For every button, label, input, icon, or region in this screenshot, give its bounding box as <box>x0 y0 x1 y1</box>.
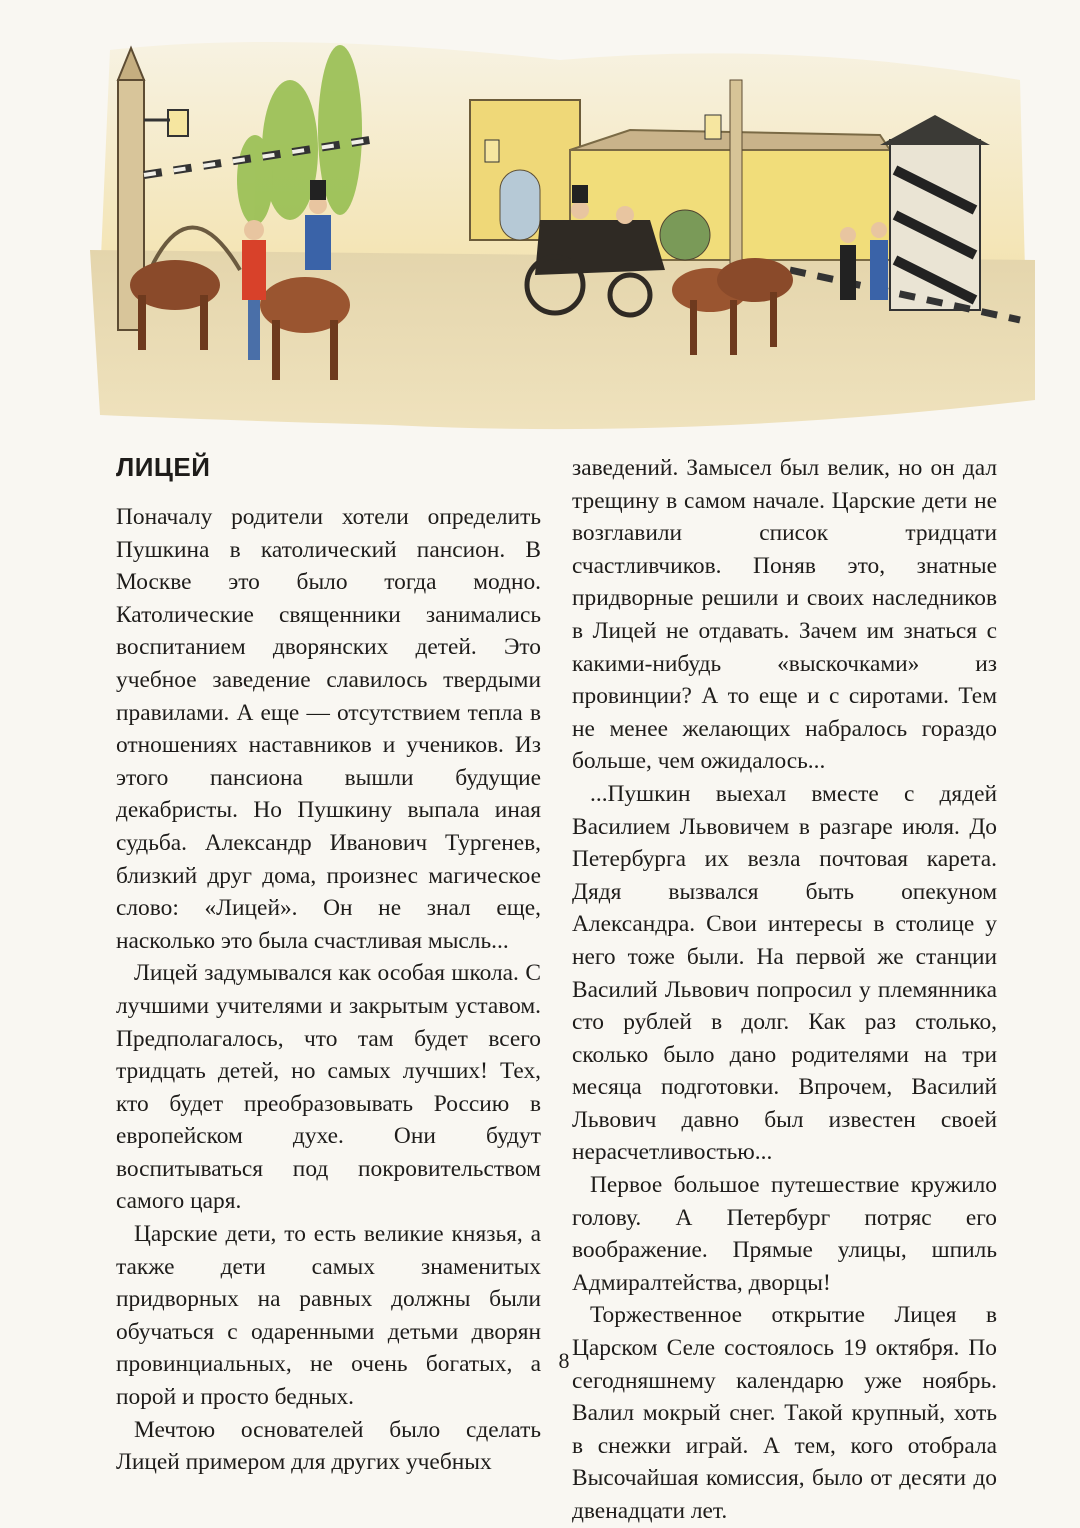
article-title: ЛИЦЕЙ <box>116 452 211 482</box>
page-number: 8 <box>558 1348 570 1373</box>
left-column <box>116 452 541 1479</box>
paragraph: Лицей задумывался как особая школа. С лучшими учителями и закрытым уставом. Предполагалось, что там будет всего тридцать детей, но самых лучших! Тех, кто будет преобразовывать Россию в европейском духе. Они будут воспитываться под покровительством самого царя. <box>116 960 541 1215</box>
paragraph: Торжественное открытие Лицея в Царском Селе состоялось 19 октября. По сегодняшнему календарю уже ноябрь. Валил мокрый снег. Такой крупный, хоть в снежки играй. А тем, кого отобрала Высочайшая комиссия, было от десяти до двенадцати лет. <box>572 1302 997 1524</box>
paragraph: Мечтою основателей было сделать Лицей примером для других учебных <box>116 1416 541 1476</box>
paragraph: Царские дети, то есть великие князья, а также дети самых знаменитых придворных на равных должны были обучаться с одаренными детьми дворян провинциальных, не очень богатых, а порой и просто бедных. <box>116 1221 541 1411</box>
paragraph: заведений. Замысел был велик, но он дал трещину в самом начале. Царские дети не возглавили список тридцати счастливчиков. Поняв это, знатные придворные решили и своих наследников в Лицей не отдавать. Зачем им знаться с какими-нибудь «выскочками» из провинции? А то еще и с сиротами. Тем не менее желающих набралось гораздо больше, чем ожидалось... <box>572 455 997 775</box>
paragraph: ...Пушкин выехал вместе с дядей Василием Львовичем в разгаре июля. До Петербурга их везла почтовая карета. Дядя вызвался быть опекуном Александра. Свои интересы в столице у него тоже были. На первой же станции Василий Львович попросил у племянника сто рублей в долг. Как раз столько, сколько было дано родителями на три месяца подготовки. Впрочем, Василий Львович давно был известен своей нерасчетливостью... <box>572 780 997 1166</box>
illustration-drawing <box>90 20 1035 440</box>
paragraph: Первое большое путешествие кружило голову. А Петербург потряс его воображение. Прямые улицы, шпиль Адмиралтейства, дворцы! <box>572 1172 997 1296</box>
paragraph: Поначалу родители хотели определить Пушкина в католический пансион. В Москве это было тогда модно. Католические священники занимались воспитанием дворянских детей. Это учебное заведение славилось твердыми правилами. А еще — отсутствием тепла в отношениях наставников и учеников. Из этого пансиона вышли будущие декабристы. Но Пушкину выпала иная судьба. Александр Иванович Тургенев, близкий друг дома, произнес магическое слово: «Лицей». Он не знал еще, насколько это была счастливая мысль... <box>116 504 541 954</box>
street-scene-illustration <box>90 20 1035 440</box>
